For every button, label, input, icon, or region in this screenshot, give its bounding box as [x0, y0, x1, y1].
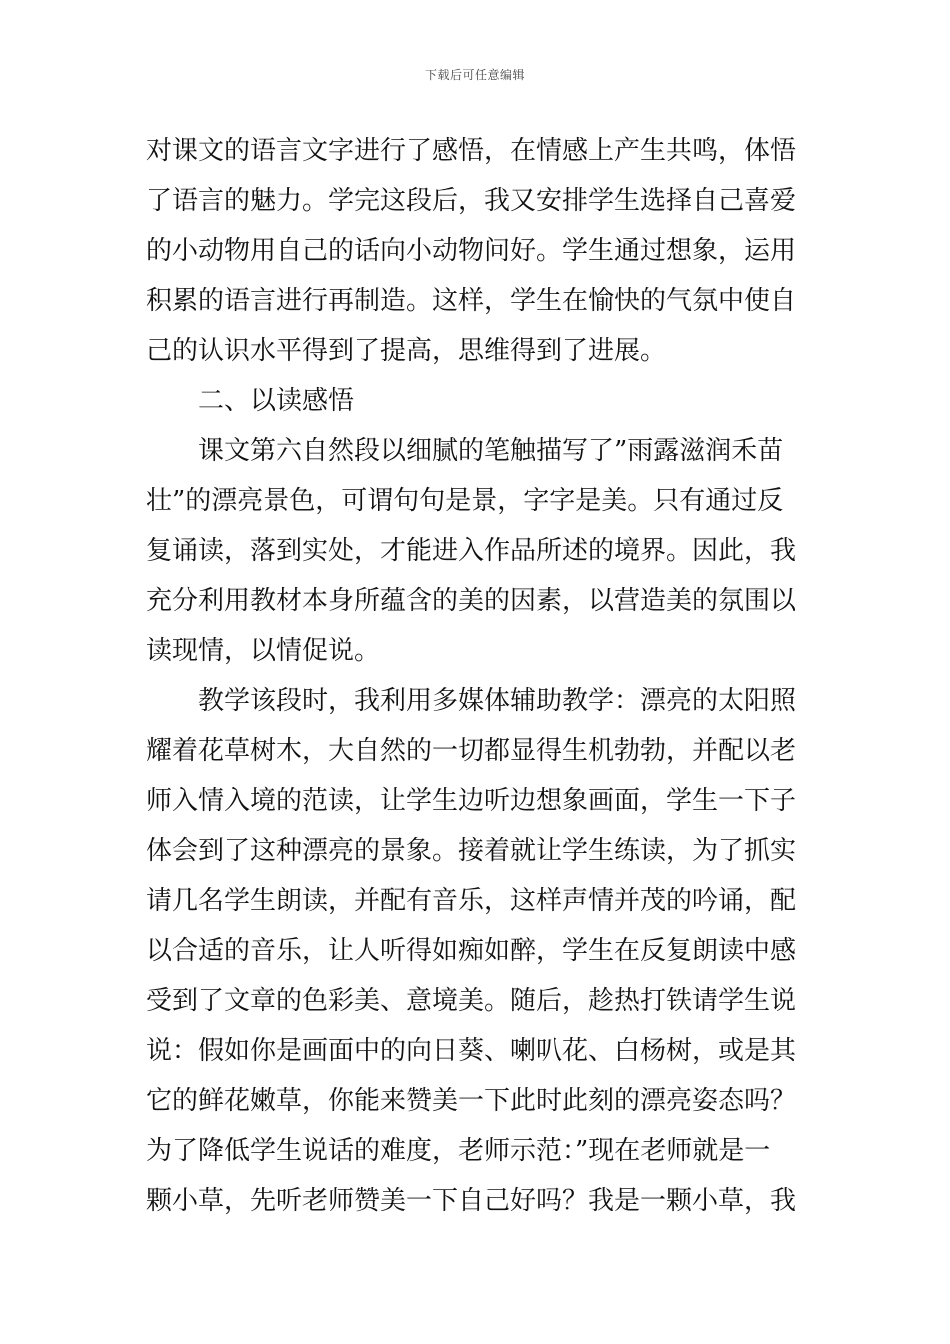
- text-line: 体会到了这种漂亮的景象。接着就让学生练读，为了抓实: [146, 836, 797, 866]
- text-line: 说：假如你是画面中的向日葵、喇叭花、白杨树，或是其: [146, 1036, 797, 1066]
- text-line: 积累的语言进行再制造。这样，学生在愉快的气氛中使自: [146, 286, 797, 316]
- text-line: 受到了文章的色彩美、意境美。随后，趁热打铁请学生说: [146, 986, 797, 1016]
- text-line: 为了降低学生说话的难度，老师示范：”现在老师就是一: [146, 1136, 771, 1166]
- text-line: 它的鲜花嫩草，你能来赞美一下此时此刻的漂亮姿态吗？: [146, 1086, 797, 1116]
- text-line: 充分利用教材本身所蕴含的美的因素，以营造美的氛围以: [146, 586, 797, 616]
- text-line: 师入情入境的范读，让学生边听边想象画面，学生一下子: [146, 786, 797, 816]
- text-line: 的小动物用自己的话向小动物问好。学生通过想象，运用: [146, 236, 797, 266]
- text-line: 读现情，以情促说。: [146, 636, 381, 666]
- text-line: 请几名学生朗读，并配有音乐，这样声情并茂的吟诵，配: [146, 886, 797, 916]
- text-line: 对课文的语言文字进行了感悟，在情感上产生共鸣，体悟: [146, 136, 797, 166]
- document-body: [146, 128, 816, 1228]
- text-line: 课文第六自然段以细腻的笔触描写了”雨露滋润禾苗: [198, 436, 784, 466]
- text-line: 己的认识水平得到了提高，思维得到了进展。: [146, 336, 667, 366]
- text-line: 耀着花草树木，大自然的一切都显得生机勃勃，并配以老: [146, 736, 797, 766]
- text-line: 壮”的漂亮景色，可谓句句是景，字字是美。只有通过反: [146, 486, 784, 516]
- page-header: 下载后可任意编辑: [424, 68, 525, 82]
- text-line: 教学该段时，我利用多媒体辅助教学：漂亮的太阳照: [198, 686, 797, 716]
- text-line: 复诵读，落到实处，才能进入作品所述的境界。因此，我: [146, 536, 797, 566]
- text-line: 了语言的魅力。学完这段后，我又安排学生选择自己喜爱: [146, 186, 797, 216]
- text-line: 颗小草，先听老师赞美一下自己好吗？我是一颗小草，我: [146, 1186, 797, 1216]
- text-line: 以合适的音乐，让人听得如痴如醉，学生在反复朗读中感: [146, 936, 797, 966]
- section-heading: 二、以读感悟: [198, 386, 355, 416]
